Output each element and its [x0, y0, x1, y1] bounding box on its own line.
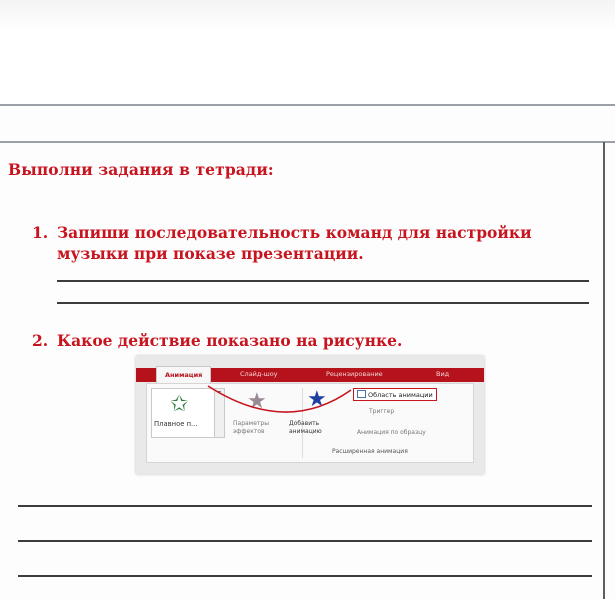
trigger-label: Триггер [369, 408, 395, 415]
tab-review: Рецензирование [326, 370, 383, 378]
task-text: Запиши последовательность команд для настройки музыки при показе презентации. [57, 223, 532, 263]
animation-pane-label: Область анимации [368, 391, 433, 399]
add-animation-label: Добавить анимацию [289, 420, 322, 435]
star-gray-icon: ★ [247, 389, 267, 414]
task-number: 1. [32, 223, 49, 242]
answer-line-5 [18, 575, 592, 577]
answer-line-1 [57, 280, 589, 282]
assignment-heading: Выполни задания в тетради: [8, 160, 274, 179]
animation-painter-label: Анимация по образцу [357, 429, 426, 436]
gallery-scroll: ▾ [214, 388, 225, 438]
frame-right-border [603, 142, 605, 599]
pointer-arc [136, 356, 484, 474]
answer-line-4 [18, 540, 592, 542]
tab-slideshow: Слайд-шоу [240, 370, 278, 378]
task-number: 2. [32, 331, 49, 350]
star-blue-add-icon: ★ [307, 387, 327, 412]
task-text: Какое действие показано на рисунке. [57, 331, 403, 350]
group-label: Расширенная анимация [332, 448, 408, 455]
answer-line-2 [57, 302, 589, 304]
tab-view: Вид [436, 370, 450, 378]
ribbon-screenshot [136, 356, 484, 474]
task-2 [32, 330, 592, 351]
top-band [0, 0, 615, 104]
frame-top-border [0, 141, 615, 143]
effect-params-label: Параметры эффектов [233, 420, 269, 435]
top-divider [0, 104, 615, 106]
task-1 [32, 222, 592, 264]
star-outline-green-icon: ✩ [170, 392, 189, 417]
answer-line-3 [18, 505, 592, 507]
gallery-label: Плавное п... [154, 420, 198, 428]
tab-animation: Анимация [156, 366, 211, 383]
